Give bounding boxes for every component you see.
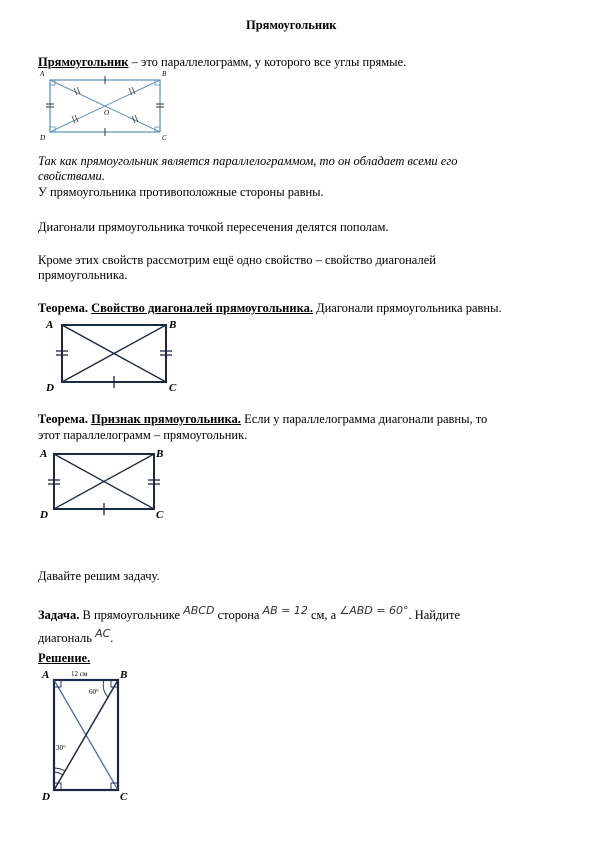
fig3-label-d: D bbox=[40, 509, 48, 521]
sides-paragraph: У прямоугольника противоположные стороны равны. bbox=[38, 185, 324, 199]
fig1-label-d: D bbox=[40, 134, 46, 142]
theorem-1-name: Свойство диагоналей прямоугольника. bbox=[91, 301, 313, 315]
task-line-2-text: диагональ bbox=[38, 631, 96, 645]
theorem-1-prefix: Теорема. bbox=[38, 301, 88, 315]
lets-solve: Давайте решим задачу. bbox=[38, 569, 160, 583]
fig4-angle-b: 60° bbox=[89, 688, 99, 696]
fig2-label-a: A bbox=[46, 319, 54, 331]
theorem-2-line-1 bbox=[38, 412, 487, 427]
fig4-label-c: C bbox=[120, 791, 128, 803]
fig4-label-a: A bbox=[42, 669, 50, 681]
fig2-label-d: D bbox=[46, 382, 54, 394]
figure-rectangle-equal-diagonals bbox=[42, 316, 182, 394]
fig3-label-a: A bbox=[40, 448, 48, 460]
italic-line-1: Так как прямоугольник является параллелограммом, то он обладает всеми его bbox=[38, 154, 458, 168]
fig4-side-label: 12 см bbox=[71, 670, 88, 678]
task-angle: ∠ABD = 60° bbox=[339, 604, 409, 617]
task-text-1: В прямоугольнике bbox=[79, 608, 184, 622]
theorem-2-line-2: этот параллелограмм – прямоугольник. bbox=[38, 428, 248, 442]
fig1-label-c: C bbox=[162, 134, 167, 142]
besides-line-1: Кроме этих свойств рассмотрим ещё одно свойство – свойство диагоналей bbox=[38, 253, 436, 267]
figure-task-rectangle bbox=[40, 666, 136, 802]
task-text-2: сторона bbox=[214, 608, 263, 622]
task-rect: ABCD bbox=[183, 604, 215, 617]
solution-label: Решение. bbox=[38, 651, 91, 665]
fig4-label-d: D bbox=[42, 791, 50, 803]
page-title: Прямоугольник bbox=[246, 18, 337, 32]
definition bbox=[38, 55, 406, 70]
fig4-label-b: B bbox=[120, 669, 128, 681]
theorem-2-statement-1: Если у параллелограмма диагонали равны, то bbox=[240, 412, 488, 426]
definition-term: Прямоугольник bbox=[38, 55, 129, 69]
task-end: . bbox=[110, 631, 114, 645]
italic-line-2: свойствами. bbox=[38, 169, 105, 183]
task-text-4: . Найдите bbox=[408, 608, 461, 622]
task-text-3: см, а bbox=[307, 608, 340, 622]
theorem-1-statement: Диагонали прямоугольника равны. bbox=[312, 301, 502, 315]
fig1-label-o: O bbox=[104, 109, 110, 117]
fig1-label-b: B bbox=[162, 70, 167, 78]
diagonals-bisect-paragraph: Диагонали прямоугольника точкой пересечения делятся пополам. bbox=[38, 220, 389, 234]
task-prefix: Задача. bbox=[38, 608, 80, 622]
fig1-label-a: A bbox=[40, 70, 45, 78]
fig4-angle-d: 30° bbox=[56, 744, 66, 752]
theorem-1 bbox=[38, 301, 502, 316]
task-side: AB = 12 bbox=[262, 604, 308, 617]
definition-text: – это параллелограмм, у которого все углы прямые. bbox=[128, 55, 407, 69]
theorem-2-name: Признак прямоугольника. bbox=[91, 412, 241, 426]
besides-line-2: прямоугольника. bbox=[38, 268, 128, 282]
figure-rectangle-criterion bbox=[38, 444, 178, 522]
task-line-1 bbox=[38, 604, 461, 623]
theorem-2-prefix: Теорема. bbox=[38, 412, 88, 426]
task-line-2 bbox=[38, 627, 114, 646]
fig2-label-c: C bbox=[169, 382, 177, 394]
task-diag: AC bbox=[95, 627, 111, 640]
figure-rectangle-diagonals-o bbox=[38, 70, 168, 142]
fig2-label-b: B bbox=[169, 319, 177, 331]
fig3-label-b: B bbox=[156, 448, 164, 460]
fig3-label-c: C bbox=[156, 509, 164, 521]
